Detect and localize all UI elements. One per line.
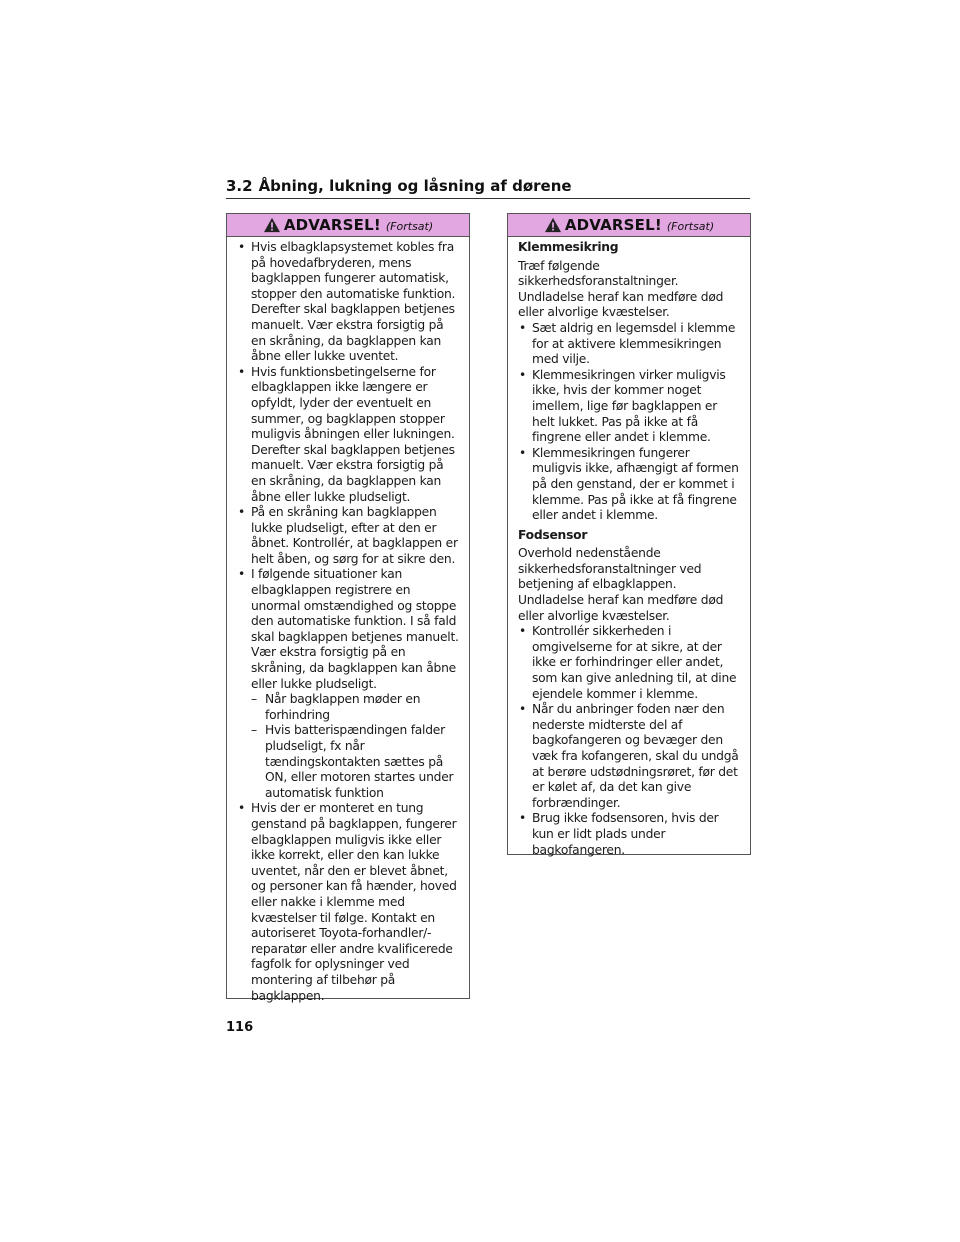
subsection-intro: Træf følgende sikkerhedsforanstaltninger. Undladelse heraf kan medføre død eller alvorlige kvæstelser. (518, 258, 724, 320)
warning-header (508, 214, 750, 237)
bullet-item: • På en skråning kan bagklappen lukke pludseligt, efter at den er åbnet. Kontrollér, at bagklappen er helt åben, og sørg for at sikre den. (237, 505, 461, 567)
page-number: 116 (226, 1020, 254, 1035)
warning-box-right (507, 213, 751, 855)
bullet-item: • Hvis elbagklapsystemet kobles fra på hovedafbryderen, mens bagklappen fungerer automatisk, stopper den automatiske funktion. Derefter skal bagklappen betjenes manuelt. Vær ekstra forsigtig på en skråning, da bagklappen kan åbne eller lukke uventet. (237, 240, 461, 365)
subsection-heading: Klemmesikring (518, 240, 619, 254)
sub-item: – Hvis batterispændingen falder pludseligt, fx når tændingskontakten sættes på ON, eller motoren startes under automatisk funktion (251, 723, 461, 801)
bullet-item: • Brug ikke fodsensoren, hvis der kun er lidt plads under bagkofangeren. (518, 811, 742, 858)
bullet-item: • Hvis funktionsbetingelserne for elbagklappen ikke længere er opfyldt, lyder der eventuelt en summer, og bagklappen stopper muligvis åbningen eller lukningen. Derefter skal bagklappen betjenes manuelt. Vær ekstra forsigtig på en skråning, da bagklappen kan åbne eller lukke pludseligt. (237, 365, 461, 505)
subsection-intro: Overhold nedenstående sikkerhedsforanstaltninger ved betjening af elbagklappen. Undladelse heraf kan medføre død eller alvorlige kvæstelser. (518, 546, 724, 623)
warning-triangle-icon (544, 217, 562, 233)
section-title: Åbning, lukning og låsning af dørene (258, 177, 572, 195)
bullet-item (237, 567, 461, 801)
warning-body (227, 237, 469, 1004)
sub-item: – Når bagklappen møder en forhindring (251, 692, 461, 723)
section-number: 3.2 (226, 177, 253, 195)
bullet-item: • Hvis der er monteret en tung genstand på bagklappen, fungerer elbagklappen muligvis ikke eller ikke korrekt, eller den kan lukke uventet, når den er blevet åbnet, og personer kan få hænder, hoved eller nakke i klemme med kvæstelser til følge. Kontakt en autoriseret Toyota-forhandler/-reparatør eller andre kvalificerede fagfolk for oplysninger ved montering af tilbehør på bagklappen. (237, 801, 461, 1004)
sub-list (251, 692, 461, 801)
warning-body (508, 237, 750, 858)
bullet-text: I følgende situationer kan elbagklappen registrere en unormal omstændighed og stoppe den automatiske funktion. I så fald skal bagklappen betjenes manuelt. Vær ekstra forsigtig på en skråning, da bagklappen kan åbne eller lukke pludseligt. (251, 567, 459, 691)
warning-title: ADVARSEL! (283, 216, 381, 234)
warning-triangle-icon (263, 217, 281, 233)
bullet-item: • Klemmesikringen virker muligvis ikke, hvis der kommer noget imellem, lige før bagklappen er helt lukket. Pas på ikke at få fingrene eller andet i klemme. (518, 368, 742, 446)
section-header (226, 176, 750, 199)
warning-continued: (Fortsat) (385, 220, 434, 233)
warning-continued: (Fortsat) (666, 220, 715, 233)
bullet-item: • Sæt aldrig en legemsdel i klemme for at aktivere klemmesikringen med vilje. (518, 321, 742, 368)
warning-box-left (226, 213, 470, 1003)
warning-header (227, 214, 469, 237)
subsection-heading: Fodsensor (518, 527, 588, 542)
bullet-item: • Når du anbringer foden nær den nederste midterste del af bagkofangeren og bevæger den væk fra kofangeren, skal du undgå at berøre udstødningsrøret, før det er kølet af, da det kan give forbrændinger. (518, 702, 742, 811)
bullet-item: • Kontrollér sikkerheden i omgivelserne for at sikre, at der ikke er forhindringer eller andet, som kan give anledning til, at dine ejendele kommer i klemme. (518, 624, 742, 702)
warning-title: ADVARSEL! (564, 216, 662, 234)
bullet-item: • Klemmesikringen fungerer muligvis ikke, afhængigt af formen på den genstand, der er kommet i klemme. Pas på ikke at få fingrene eller andet i klemme. (518, 446, 742, 524)
